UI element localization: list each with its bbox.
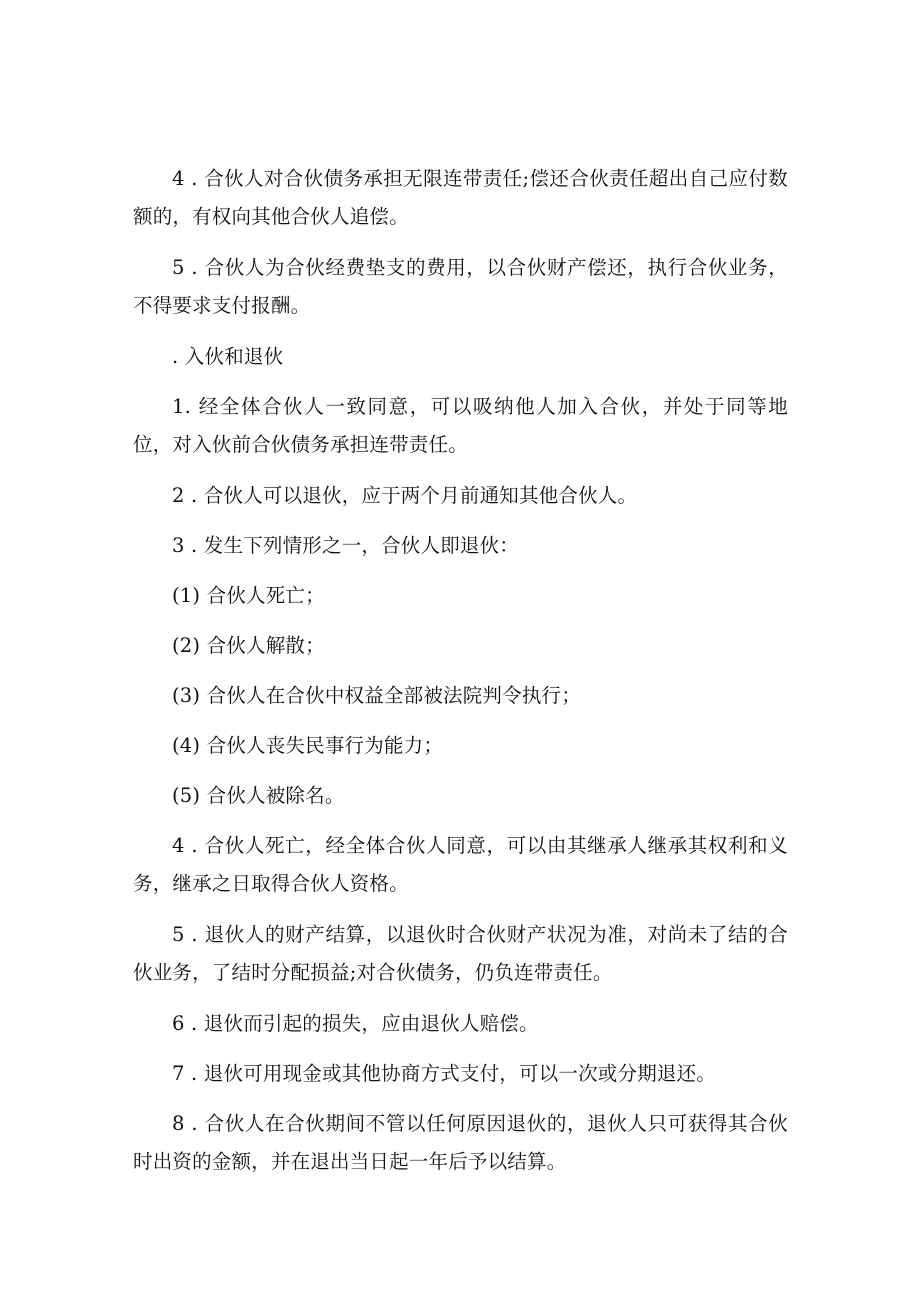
paragraph-withdrawal-conditions: 3 . 发生下列情形之一，合伙人即退伙： (172, 534, 520, 557)
list-item-court-execution: (3) 合伙人在合伙中权益全部被法院判令执行； (172, 684, 581, 707)
list-item-expulsion: (5) 合伙人被除名。 (172, 784, 345, 807)
section-heading-admission-withdrawal: . 入伙和退伙 (172, 345, 284, 368)
paragraph-payment-method: 7 . 退伙可用现金或其他协商方式支付，可以一次或分期退还。 (172, 1062, 717, 1085)
paragraph-expenses: 5 . 合伙人为合伙经费垫支的费用，以合伙财产偿还，执行合伙业务，不得要求支付报酬。 (133, 256, 788, 317)
list-item-dissolution: (2) 合伙人解散； (172, 634, 325, 657)
list-item-incapacity: (4) 合伙人丧失民事行为能力； (172, 734, 444, 757)
document-body (133, 160, 788, 1194)
paragraph-withdrawal-notice: 2 . 合伙人可以退伙，应于两个月前通知其他合伙人。 (172, 484, 638, 507)
paragraph-loss-compensation: 6 . 退伙而引起的损失，应由退伙人赔偿。 (172, 1012, 539, 1035)
paragraph-inheritance: 4 . 合伙人死亡，经全体合伙人同意，可以由其继承人继承其权利和义务，继承之日取得合伙人资格。 (133, 834, 788, 895)
paragraph-settlement: 5 . 退伙人的财产结算，以退伙时合伙财产状况为准，对尚未了结的合伙业务，了结时分配损益;对合伙债务，仍负连带责任。 (133, 923, 788, 984)
list-item-death: (1) 合伙人死亡； (172, 584, 325, 607)
paragraph-admission: 1. 经全体合伙人一致同意，可以吸纳他人加入合伙，并处于同等地位，对入伙前合伙债务承担连带责任。 (133, 395, 788, 456)
paragraph-liability: 4 . 合伙人对合伙债务承担无限连带责任;偿还合伙责任超出自己应付数额的，有权向其他合伙人追偿。 (133, 167, 788, 228)
paragraph-withdrawal-refund: 8 . 合伙人在合伙期间不管以任何原因退伙的，退伙人只可获得其合伙时出资的金额，并在退出当日起一年后予以结算。 (133, 1112, 788, 1173)
